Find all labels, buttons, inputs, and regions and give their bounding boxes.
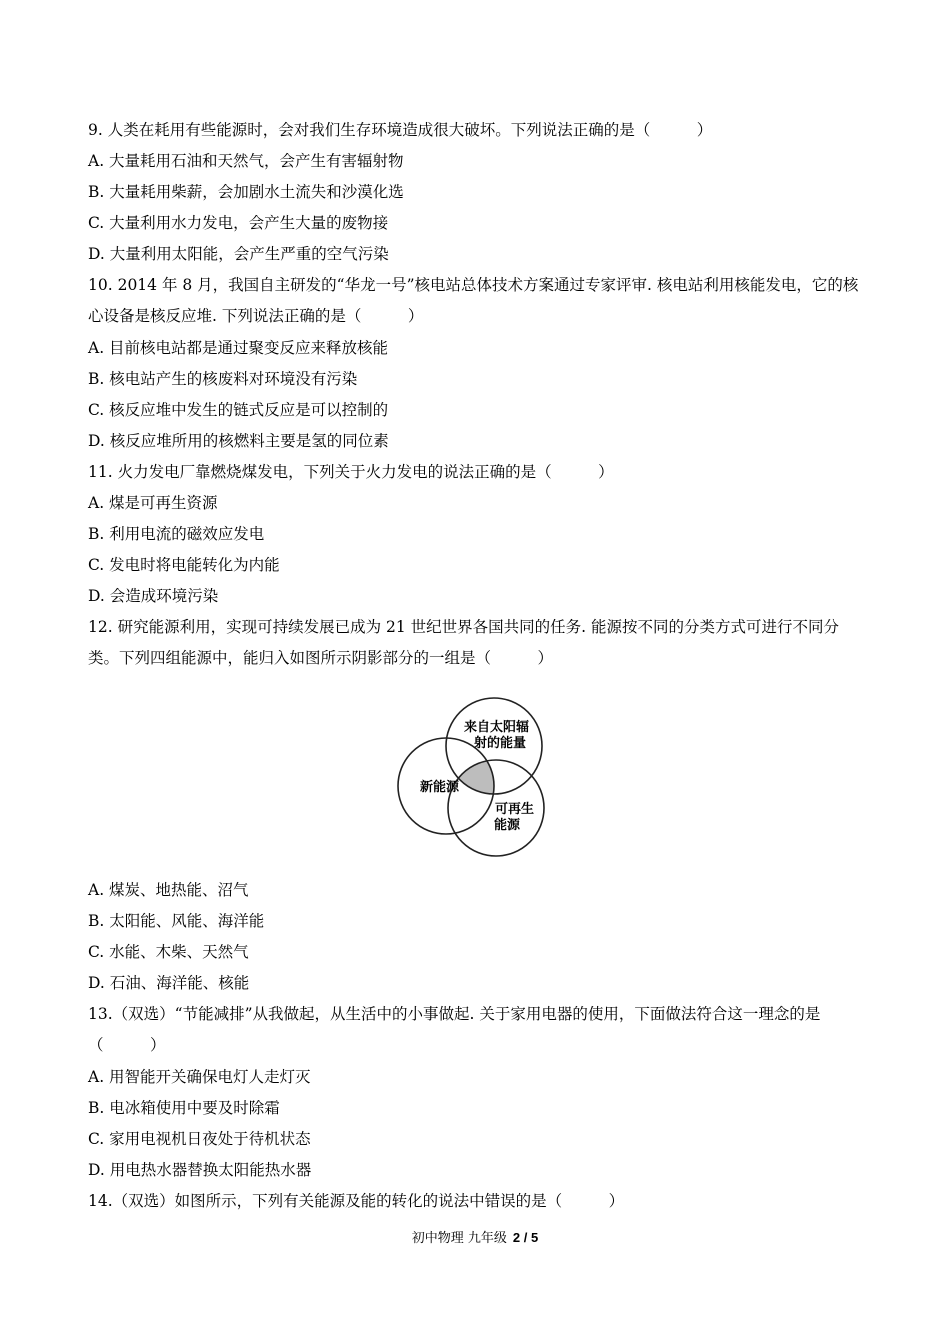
q10-stem: 10. 2014 年 8 月，我国自主研发的“华龙一号”核电站总体技术方案通过专家评审. 核电站利用核能发电，它的核心设备是核反应堆. 下列说法正确的是（ ） xyxy=(88,276,859,325)
q11-stem: 11. 火力发电厂靠燃烧煤发电，下列关于火力发电的说法正确的是（ ） xyxy=(88,463,614,481)
q9-option-c: C. 大量利用水力发电，会产生大量的废物接 xyxy=(88,214,389,232)
q11-option-b: B. 利用电流的磁效应发电 xyxy=(88,525,265,543)
q9-option-d: D. 大量利用太阳能，会产生严重的空气污染 xyxy=(88,245,389,263)
q13-option-c: C. 家用电视机日夜处于待机状态 xyxy=(88,1130,311,1148)
venn-label-solar-2: 射的能量 xyxy=(474,736,527,751)
q10-option-d: D. 核反应堆所用的核燃料主要是氢的同位素 xyxy=(88,432,389,450)
venn-label-solar-1: 来自太阳辐 xyxy=(464,720,530,735)
q9-option-b: B. 大量耗用柴薪，会加剧水土流失和沙漠化选 xyxy=(88,183,404,201)
q12-option-d: D. 石油、海洋能、核能 xyxy=(88,974,250,992)
q11-option-c: C. 发电时将电能转化为内能 xyxy=(88,556,280,574)
q14-stem: 14.（双选）如图所示，下列有关能源及能的转化的说法中错误的是（ ） xyxy=(88,1192,625,1210)
q11-option-a: A. 煤是可再生资源 xyxy=(88,494,218,512)
q13-stem: 13.（双选）“节能减排”从我做起，从生活中的小事做起. 关于家用电器的使用，下面做法符合这一理念的是（ ） xyxy=(88,1005,821,1054)
page-number: 2 / 5 xyxy=(512,1230,539,1245)
page-footer xyxy=(0,1227,950,1246)
venn-label-renewable-2: 能源 xyxy=(494,818,521,833)
q10-option-c: C. 核反应堆中发生的链式反应是可以控制的 xyxy=(88,401,389,419)
footer-title: 初中物理 九年级 xyxy=(411,1231,507,1246)
q11-option-d: D. 会造成环境污染 xyxy=(88,587,219,605)
q12-option-a: A. 煤炭、地热能、沼气 xyxy=(88,881,249,899)
q12-stem: 12. 研究能源利用，实现可持续发展已成为 21 世纪世界各国共同的任务. 能源按不同的分类方式可进行不同分类。下列四组能源中，能归入如图所示阴影部分的一组是（ ） xyxy=(88,618,840,667)
q9-option-a: A. 大量耗用石油和天然气，会产生有害辐射物 xyxy=(88,152,404,170)
venn-label-new-energy: 新能源 xyxy=(420,780,460,795)
q12-option-b: B. 太阳能、风能、海洋能 xyxy=(88,912,265,930)
q13-option-a: A. 用智能开关确保电灯人走灯灭 xyxy=(88,1068,311,1086)
q13-option-b: B. 电冰箱使用中要及时除霜 xyxy=(88,1099,280,1117)
q13-option-d: D. 用电热水器替换太阳能热水器 xyxy=(88,1161,312,1179)
q10-option-a: A. 目前核电站都是通过聚变反应来释放核能 xyxy=(88,339,389,357)
q9-stem: 9. 人类在耗用有些能源时，会对我们生存环境造成很大破坏。下列说法正确的是（ ） xyxy=(88,121,713,139)
venn-label-renewable-1: 可再生 xyxy=(495,802,535,817)
venn-diagram xyxy=(384,688,564,864)
q10-option-b: B. 核电站产生的核废料对环境没有污染 xyxy=(88,370,358,388)
q12-option-c: C. 水能、木柴、天然气 xyxy=(88,943,249,961)
